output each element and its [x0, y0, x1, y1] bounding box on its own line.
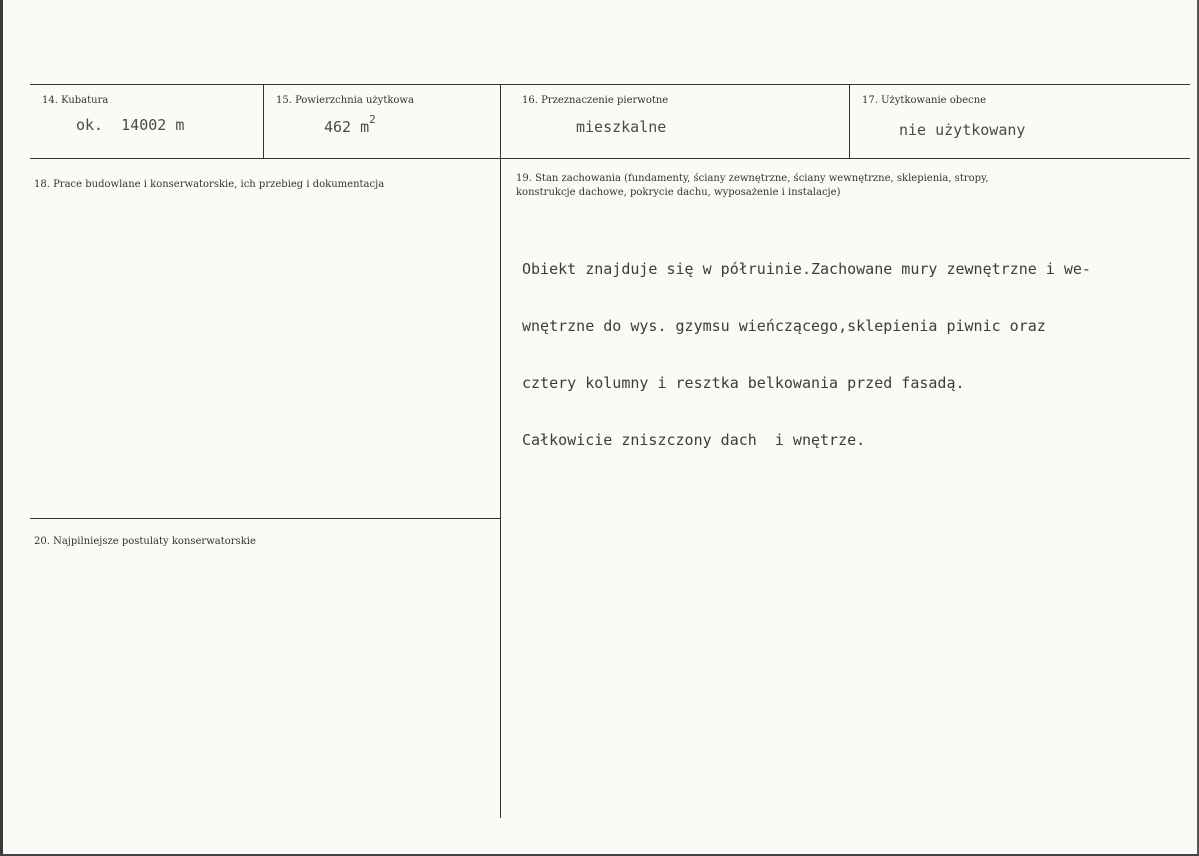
field-14-value	[76, 116, 184, 134]
field-15-number: 462	[324, 118, 352, 136]
field-16-value: mieszkalne	[576, 118, 667, 136]
field-19-text	[522, 222, 1091, 469]
field-15-value	[324, 113, 376, 136]
form-top-border	[30, 84, 1190, 85]
col-divider-main	[500, 84, 501, 818]
field-15-label: 15. Powierzchnia użytkowa	[276, 95, 414, 106]
field-19-text-line: cztery kolumny i resztka belkowania przed fasadą.	[522, 374, 965, 392]
field-19-label-line1: 19. Stan zachowania (fundamenty, ściany zewnętrzne, ściany wewnętrzne, sklepienia, stropy,	[516, 173, 989, 184]
field-15-unit-power: 2	[369, 113, 376, 126]
field-17-label: 17. Użytkowanie obecne	[862, 95, 987, 106]
field-19-label-line2: konstrukcje dachowe, pokrycie dachu, wyposażenie i instalacje)	[516, 187, 841, 198]
field-14-unit: m	[175, 116, 185, 134]
paper-edge-left	[0, 0, 3, 856]
col-divider-1	[263, 84, 264, 158]
field-19-text-line: Obiekt znajduje się w półruinie.Zachowane mury zewnętrzne i we-	[522, 260, 1091, 278]
field-18-label: 18. Prace budowlane i konserwatorskie, ich przebieg i dokumentacja	[34, 179, 385, 190]
col-divider-3	[849, 84, 850, 158]
field-14-label: 14. Kubatura	[42, 95, 109, 106]
field-19-text-line: Całkowicie zniszczony dach i wnętrze.	[522, 431, 866, 449]
field-14-prefix: ok.	[76, 116, 104, 134]
field-19-text-line: wnętrzne do wys. gzymsu wieńczącego,sklepienia piwnic oraz	[522, 317, 1046, 335]
field-14-number: 14002	[121, 116, 167, 134]
field-15-unit: m	[360, 118, 370, 136]
field-17-value: nie użytkowany	[899, 121, 1026, 139]
section-divider	[30, 518, 500, 519]
field-16-label: 16. Przeznaczenie pierwotne	[522, 95, 669, 106]
field-20-label: 20. Najpilniejsze postulaty konserwatorskie	[34, 536, 256, 547]
row-divider	[30, 158, 1190, 159]
